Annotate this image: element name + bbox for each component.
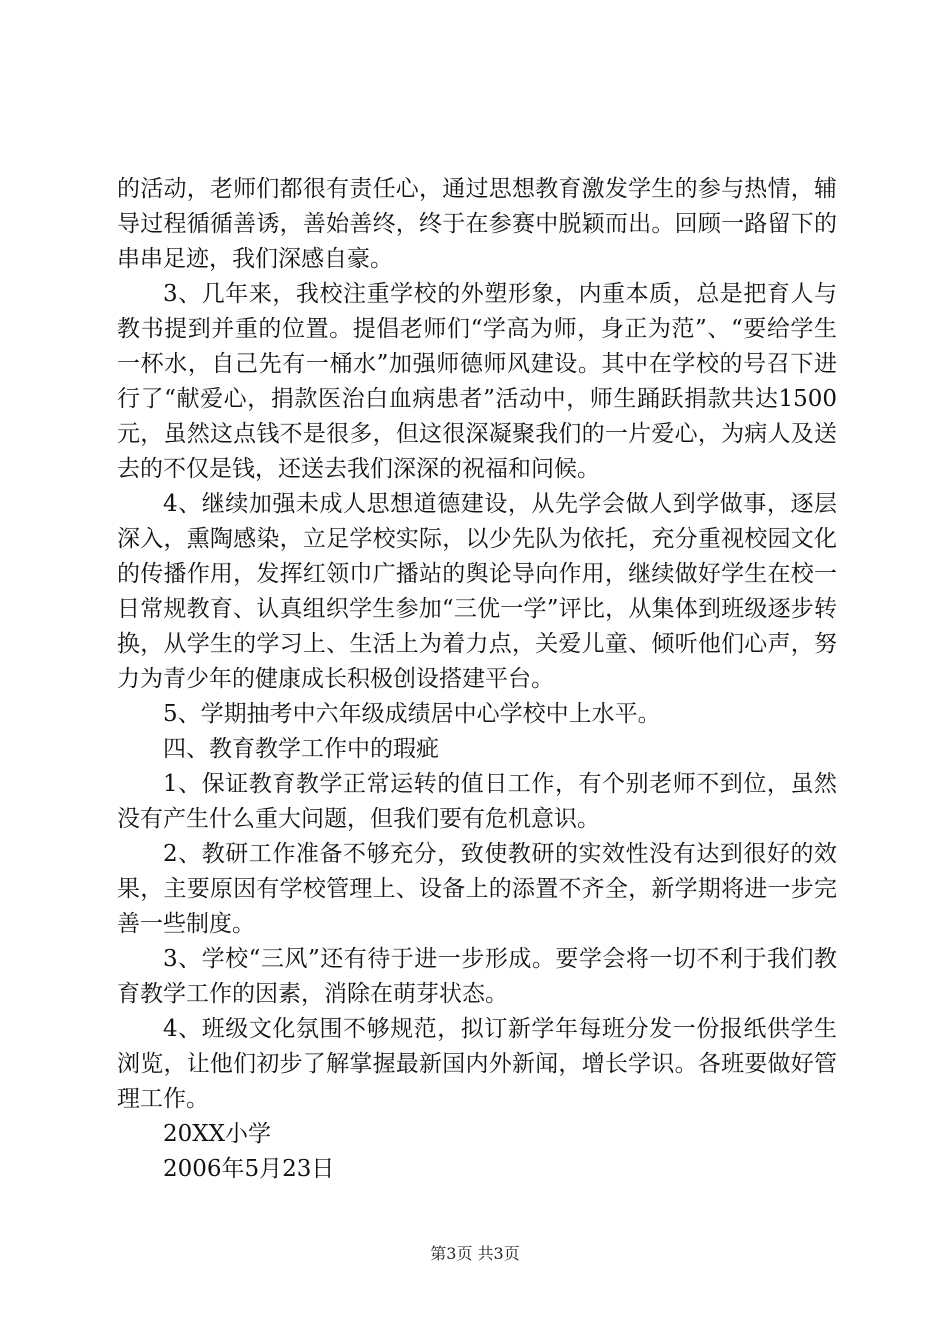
signature-school: 20XX小学 bbox=[163, 1121, 272, 1147]
section-heading-4: 四、教育教学工作中的瑕疵 bbox=[163, 736, 439, 762]
paragraph-flaw-1: 1、保证教育教学正常运转的值日工作，有个别老师不到位，虽然没有产生什么重大问题，但我们要有危机意识。 bbox=[117, 771, 837, 832]
page-number-footer: 第3页 共3页 bbox=[430, 1244, 520, 1263]
document-body bbox=[117, 172, 837, 1187]
signature-date: 2006年5月23日 bbox=[163, 1156, 335, 1182]
paragraph-item-4: 4、继续加强未成人思想道德建设，从先学会做人到学做事，逐层深入，熏陶感染，立足学校实际，以少先队为依托，充分重视校园文化的传播作用，发挥红领巾广播站的舆论导向作用，继续做好学生在校一日常规教育、认真组织学生参加“三优一学”评比，从集体到班级逐步转换，从学生的学习上、生活上为着力点，关爱儿童、倾听他们心声，努力为青少年的健康成长积极创设搭建平台。 bbox=[117, 491, 837, 692]
paragraph-flaw-2: 2、教研工作准备不够充分，致使教研的实效性没有达到很好的效果，主要原因有学校管理上、设备上的添置不齐全，新学期将进一步完善一些制度。 bbox=[117, 841, 837, 937]
paragraph-continuation: 的活动，老师们都很有责任心，通过思想教育激发学生的参与热情，辅导过程循循善诱，善始善终，终于在参赛中脱颖而出。回顾一路留下的串串足迹，我们深感自豪。 bbox=[117, 176, 837, 272]
paragraph-item-3: 3、几年来，我校注重学校的外塑形象，内重本质，总是把育人与教书提到并重的位置。提倡老师们“学高为师，身正为范”、“要给学生一杯水，自己先有一桶水”加强师德师风建设。其中在学校的号召下进行了“献爱心，捐款医治白血病患者”活动中，师生踊跃捐款共达1500元，虽然这点钱不是很多，但这很深凝聚我们的一片爱心，为病人及送去的不仅是钱，还送去我们深深的祝福和问候。 bbox=[117, 281, 837, 482]
paragraph-flaw-3: 3、学校“三风”还有待于进一步形成。要学会将一切不利于我们教育教学工作的因素，消除在萌芽状态。 bbox=[117, 946, 837, 1007]
paragraph-flaw-4: 4、班级文化氛围不够规范，拟订新学年每班分发一份报纸供学生浏览，让他们初步了解掌握最新国内外新闻，增长学识。各班要做好管理工作。 bbox=[117, 1016, 837, 1112]
paragraph-item-5: 5、学期抽考中六年级成绩居中心学校中上水平。 bbox=[163, 701, 661, 727]
